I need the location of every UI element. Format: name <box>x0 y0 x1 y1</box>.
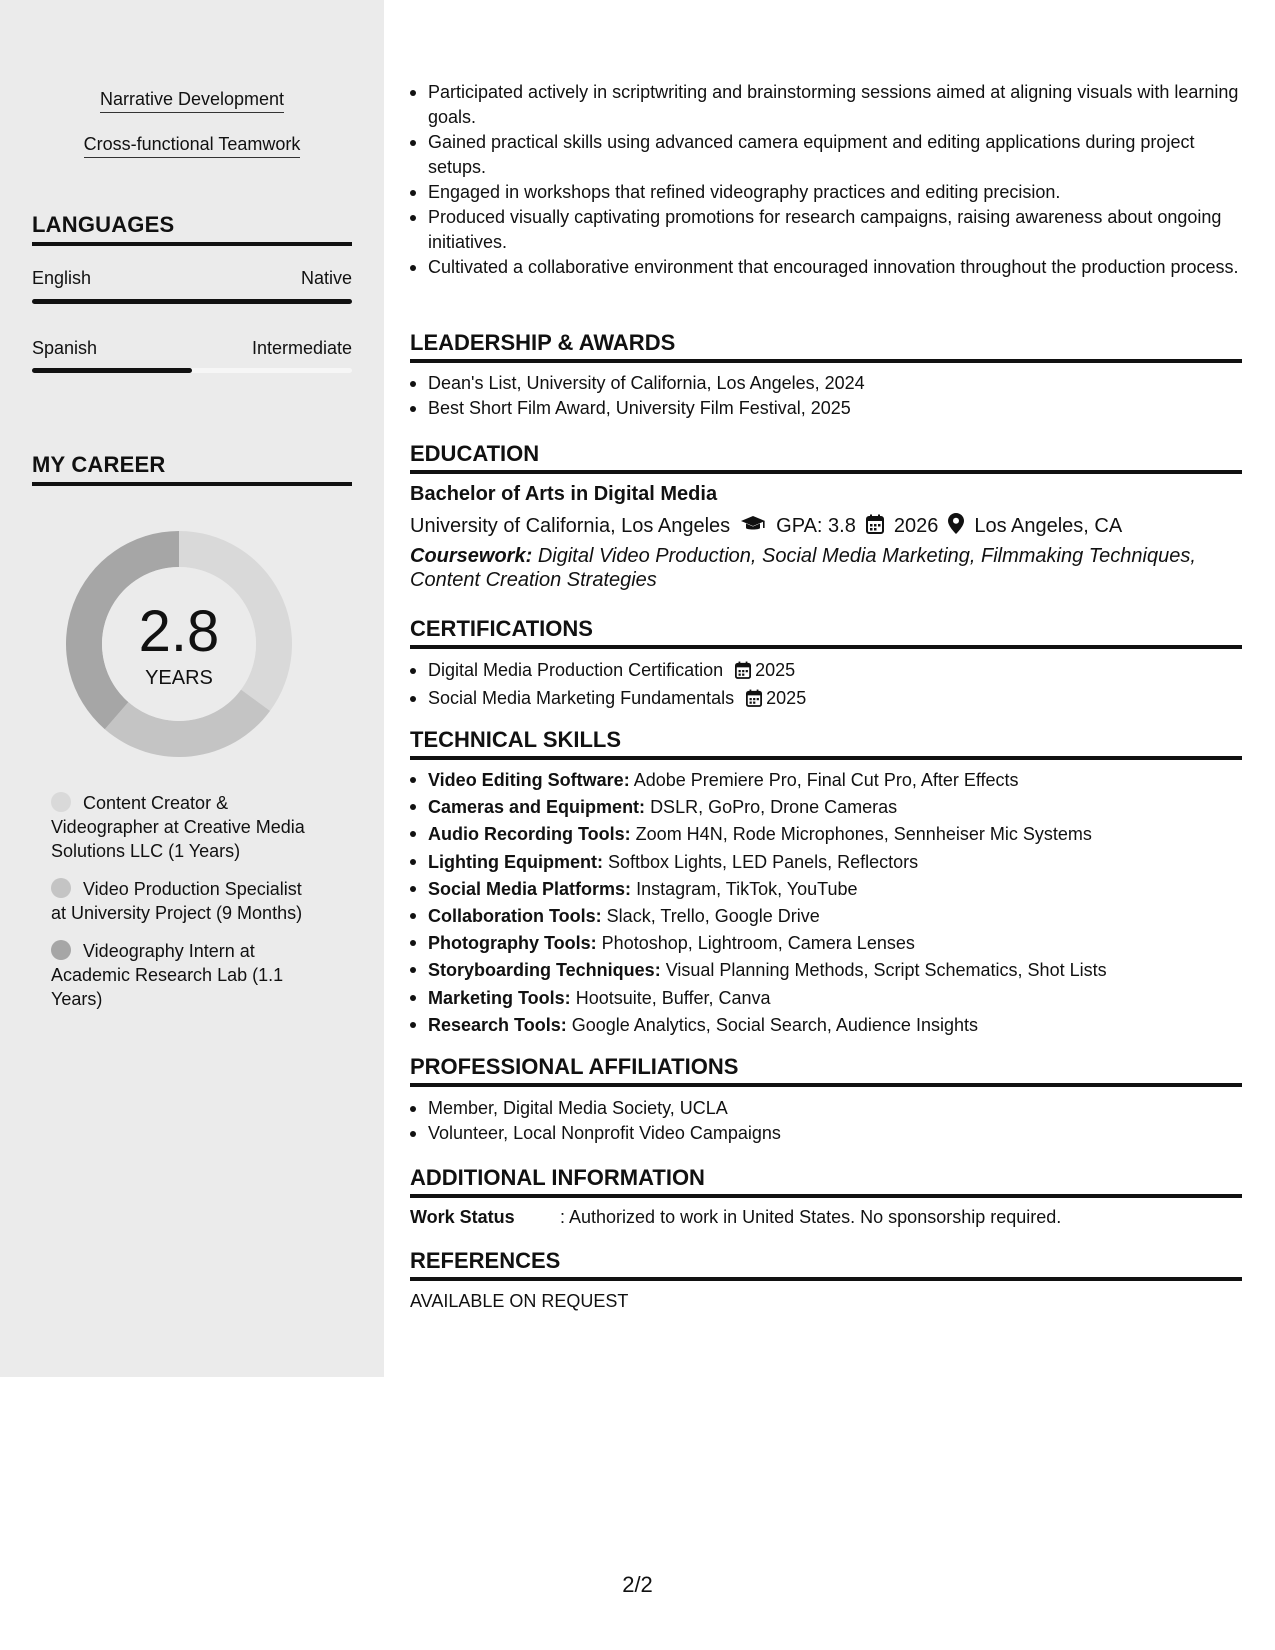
experience-bullet: Produced visually captivating promotions for research campaigns, raising awareness about ongoing initiatives. <box>410 205 1242 255</box>
technical-skill-item <box>410 903 1242 930</box>
language-name: English <box>32 268 92 288</box>
certification-item <box>410 658 1242 686</box>
skill-category: Lighting Equipment: <box>428 851 603 872</box>
calendar-icon <box>866 514 884 540</box>
career-heading: MY CAREER <box>32 452 352 486</box>
skill-values: Visual Planning Methods, Script Schematics, Shot Lists <box>665 960 1107 981</box>
technical-skill-item <box>410 849 1242 876</box>
skill-category: Collaboration Tools: <box>428 906 602 927</box>
skill-category: Storyboarding Techniques: <box>428 960 661 981</box>
career-legend-item <box>51 939 321 1011</box>
education-location: Los Angeles, CA <box>974 515 1123 537</box>
language-level: Native <box>300 268 352 288</box>
technical-skill-item <box>410 876 1242 903</box>
certification-year: 2025 <box>766 688 807 708</box>
technical-skills-heading: TECHNICAL SKILLS <box>410 727 1242 760</box>
graduation-cap-icon <box>740 515 766 539</box>
work-status-value: : Authorized to work in United States. No sponsorship required. <box>560 1207 1062 1227</box>
skill-label: Narrative Development <box>100 89 284 113</box>
skill-label: Cross-functional Teamwork <box>84 134 301 158</box>
certification-item <box>410 686 1242 714</box>
career-legend-label: Content Creator & Videographer at Creative Media Solutions LLC (1 Years) <box>51 793 305 861</box>
leadership-item: Dean's List, University of California, Los Angeles, 2024 <box>410 371 1242 396</box>
language-row <box>32 268 352 289</box>
affiliations-list <box>410 1096 1242 1146</box>
skill-category: Social Media Platforms: <box>428 878 632 899</box>
work-status-label: Work Status <box>410 1207 515 1227</box>
legend-dot-icon <box>51 792 71 812</box>
skill-values: DSLR, GoPro, Drone Cameras <box>650 797 898 818</box>
language-row <box>32 338 352 359</box>
skill-category: Cameras and Equipment: <box>428 797 646 818</box>
technical-skill-item <box>410 794 1242 821</box>
references-text: AVAILABLE ON REQUEST <box>410 1291 629 1311</box>
legend-dot-icon <box>51 878 71 898</box>
technical-skill-item <box>410 985 1242 1012</box>
skill-category: Marketing Tools: <box>428 987 571 1008</box>
sidebar <box>0 0 384 1377</box>
technical-skill-item <box>410 821 1242 848</box>
references-heading: REFERENCES <box>410 1248 1242 1281</box>
skill-tag <box>0 134 384 158</box>
school-name: University of California, Los Angeles <box>410 515 731 537</box>
leadership-heading: LEADERSHIP & AWARDS <box>410 330 1242 363</box>
legend-dot-icon <box>51 940 71 960</box>
career-donut-chart <box>66 531 292 757</box>
language-bar <box>32 368 352 373</box>
skill-values: Zoom H4N, Rode Microphones, Sennheiser Mic Systems <box>635 824 1092 845</box>
skill-category: Research Tools: <box>428 1014 567 1035</box>
technical-skill-item <box>410 957 1242 984</box>
career-legend-item <box>51 877 321 925</box>
technical-skill-item <box>410 767 1242 794</box>
career-legend-label: Videography Intern at Academic Research Lab (1.1 Years) <box>51 941 284 1009</box>
technical-skill-item <box>410 1012 1242 1039</box>
work-status-row <box>410 1207 1061 1228</box>
experience-bullet: Gained practical skills using advanced camera equipment and editing applications during project setups. <box>410 130 1242 180</box>
skill-values: Adobe Premiere Pro, Final Cut Pro, After Effects <box>633 770 1019 790</box>
language-level: Intermediate <box>251 338 352 358</box>
technical-skills-list <box>410 767 1242 1039</box>
coursework-list: Digital Video Production, Social Media Marketing, Filmmaking Techniques, Content Creation Strategies <box>410 545 1196 591</box>
skill-values: Hootsuite, Buffer, Canva <box>575 987 771 1008</box>
education-details <box>410 513 1122 540</box>
language-name: Spanish <box>32 338 98 358</box>
technical-skill-item <box>410 930 1242 957</box>
certification-name: Social Media Marketing Fundamentals <box>428 688 735 708</box>
affiliation-item: Volunteer, Local Nonprofit Video Campaigns <box>410 1121 1242 1146</box>
languages-heading: LANGUAGES <box>32 212 352 246</box>
certification-name: Digital Media Production Certification <box>428 660 724 680</box>
skill-tag <box>0 89 384 113</box>
experience-bullet: Participated actively in scriptwriting and brainstorming sessions aimed at aligning visuals with learning goals. <box>410 80 1242 130</box>
skill-category: Photography Tools: <box>428 933 597 954</box>
experience-bullet: Cultivated a collaborative environment that encouraged innovation throughout the production process. <box>410 255 1242 280</box>
coursework-label: Coursework: <box>410 545 533 567</box>
certifications-list <box>410 658 1242 714</box>
leadership-list <box>410 371 1242 421</box>
gpa: GPA: 3.8 <box>776 515 856 537</box>
career-legend-label: Video Production Specialist at University Project (9 Months) <box>51 879 303 923</box>
affiliation-item: Member, Digital Media Society, UCLA <box>410 1096 1242 1121</box>
education-heading: EDUCATION <box>410 441 1242 474</box>
affiliations-heading: PROFESSIONAL AFFILIATIONS <box>410 1054 1242 1087</box>
skill-values: Slack, Trello, Google Drive <box>606 906 820 927</box>
career-total <box>66 531 292 757</box>
skill-category: Video Editing Software: <box>428 770 630 790</box>
career-total-value: 2.8 <box>138 599 220 664</box>
calendar-icon <box>735 661 751 686</box>
skill-category: Audio Recording Tools: <box>428 824 631 845</box>
page-number: 2/2 <box>622 1572 653 1597</box>
language-bar <box>32 299 352 304</box>
skill-values: Softbox Lights, LED Panels, Reflectors <box>607 851 919 872</box>
language-bar-fill <box>32 368 192 373</box>
leadership-item: Best Short Film Award, University Film Festival, 2025 <box>410 396 1242 421</box>
certification-year: 2025 <box>755 660 796 680</box>
skill-values: Instagram, TikTok, YouTube <box>636 878 858 899</box>
certifications-heading: CERTIFICATIONS <box>410 616 1242 649</box>
language-bar-fill <box>32 299 352 304</box>
skill-values: Google Analytics, Social Search, Audience Insights <box>571 1014 978 1035</box>
location-pin-icon <box>948 513 964 540</box>
skill-values: Photoshop, Lightroom, Camera Lenses <box>601 933 915 954</box>
career-legend-item <box>51 791 321 863</box>
calendar-icon <box>746 689 762 714</box>
coursework <box>410 544 1230 592</box>
additional-info-heading: ADDITIONAL INFORMATION <box>410 1165 1242 1198</box>
career-total-unit: YEARS <box>145 667 213 689</box>
experience-bullets <box>410 80 1242 280</box>
experience-bullet: Engaged in workshops that refined videography practices and editing precision. <box>410 180 1242 205</box>
degree-title: Bachelor of Arts in Digital Media <box>410 483 718 505</box>
graduation-year: 2026 <box>893 515 939 537</box>
